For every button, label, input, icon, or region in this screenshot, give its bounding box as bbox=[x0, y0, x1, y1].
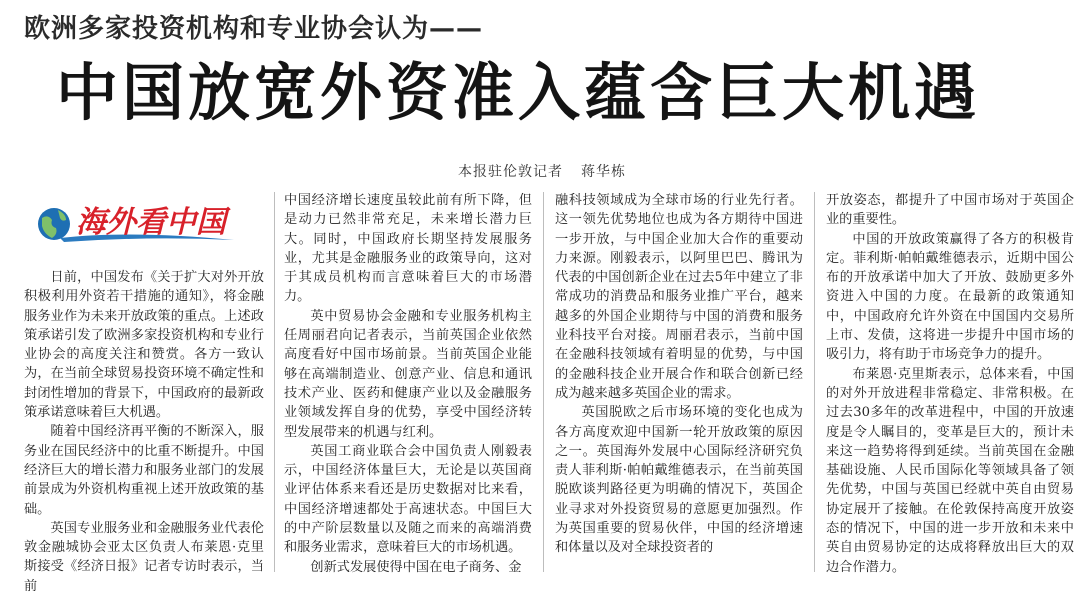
byline bbox=[458, 161, 626, 181]
article-subtitle: 欧洲多家投资机构和专业协会认为—— bbox=[24, 14, 484, 44]
article-column-2 bbox=[284, 191, 532, 574]
article-paragraph: 布莱恩·克里斯表示，总体来看，中国的对外开放进程非常稳定、非常积极。在过去30多年的改革进程中，中国的开放速度是令人瞩目的，变革是巨大的，预计未来这一趋势将得到延续。当前英国在金融基础设施、人民币国际化等领域具备了领先优势，中国与英国已经就中英自由贸易协定展开了接触。在伦敦保持高度开放姿态的情况下，中国的进一步开放和未来中英自由贸易协定的达成将释放出巨大的双边合作潜力。 bbox=[826, 366, 1074, 575]
byline-name: 蒋华栋 bbox=[581, 164, 626, 180]
article-paragraph: 英国工商业联合会中国负责人刚毅表示，中国经济体量巨大，无论是以英国商业评估体系来看还是历史数据对比来看，中国经济增速都处于高速状态。中国巨大的中产阶层数量以及随之而来的高端消费和服务业需求，意味着巨大的市场机遇。 bbox=[284, 443, 532, 556]
globe-icon bbox=[38, 208, 70, 240]
column-divider bbox=[274, 192, 275, 572]
column-logo bbox=[30, 196, 240, 252]
article-paragraph: 创新式发展使得中国在电子商务、金 bbox=[310, 559, 522, 575]
article-paragraph: 融科技领域成为全球市场的行业先行者。这一领先优势地位也成为各方期待中国进一步开放，与中国企业加大合作的重要动力来源。刚毅表示，以阿里巴巴、腾讯为代表的中国创新企业在过去5年中建立了非常成功的消费品和服务业推广平台，越来越多的外国企业期待与中国的消费和服务业科技平台对接。周丽君表示，当前中国在金融科技领域有着明显的优势，与中国的金融科技企业开展合作和联合创新已经成为越来越多英国企业的需求。 bbox=[555, 193, 803, 401]
article-paragraph: 随着中国经济再平衡的不断深入，服务业在国民经济中的比重不断提升。中国经济巨大的增长潜力和服务业部门的发展前景成为外资机构重视上述开放政策的基础。 bbox=[24, 424, 264, 517]
article-paragraph: 中国经济增长速度虽较此前有所下降，但是动力已然非常充足，未来增长潜力巨大。同时，中国政府长期坚持发展服务业，尤其是金融服务业的政策导向，这对于其成员机构而言意味着巨大的市场潜力。 bbox=[284, 193, 532, 305]
column-divider bbox=[814, 192, 815, 572]
article-column-4 bbox=[826, 191, 1074, 574]
article-paragraph: 英中贸易协会金融和专业服务机构主任周丽君向记者表示，当前英国企业依然高度看好中国市场前景。当前英国企业能够在高端制造业、创意产业、信息和通讯技术产业、医药和健康产业以及金融服务业领域发挥自身的优势，享受中国经济转型发展带来的机遇与红利。 bbox=[284, 308, 532, 440]
article-column-3 bbox=[555, 191, 803, 574]
article-paragraph: 英国专业服务业和金融服务业代表伦敦金融城协会亚太区负责人布莱恩·克里斯接受《经济日报》记者专访时表示，当前 bbox=[24, 520, 264, 594]
article-paragraph: 开放姿态，都提升了中国市场对于英国企业的重要性。 bbox=[826, 193, 1074, 228]
article-column-1 bbox=[24, 268, 264, 594]
column-logo-text: 海外看中国 bbox=[76, 205, 226, 240]
byline-role: 本报驻伦敦记者 bbox=[458, 164, 563, 180]
article-paragraph: 英国脱欧之后市场环境的变化也成为各方高度欢迎中国新一轮开放政策的原因之一。英国海外发展中心国际经济研究负责人菲利斯·帕帕戴维德表示，在当前英国脱欧谈判路径更为明确的情况下，英国企业寻求对外投资贸易的意愿更加强烈。作为英国重要的贸易伙伴，中国的经济增速和体量以及对全球投资者的 bbox=[555, 405, 803, 556]
article-paragraph: 中国的开放政策赢得了各方的积极肯定。菲利斯·帕帕戴维德表示，近期中国公布的开放承诺中加大了开放、鼓励更多外资进入中国的力度。在最新的政策通知中，中国政府允许外资在中国国内交易所上市、发债，这将进一步提升中国市场的吸引力，将有助于市场竞争力的提升。 bbox=[826, 231, 1074, 363]
article-headline: 中国放宽外资准入蕴含巨大机遇 bbox=[56, 56, 981, 129]
article-paragraph: 日前，中国发布《关于扩大对外开放积极利用外资若干措施的通知》，将金融服务业作为未来开放政策的重点。上述政策承诺引发了欧洲多家投资机构和专业行业协会的高度关注和赞赏。各方一致认为，在当前全球贸易投资环境不确定性和封闭性增加的背景下，中国政府的最新政策承诺意味着巨大机遇。 bbox=[24, 270, 264, 421]
column-divider bbox=[543, 192, 544, 572]
